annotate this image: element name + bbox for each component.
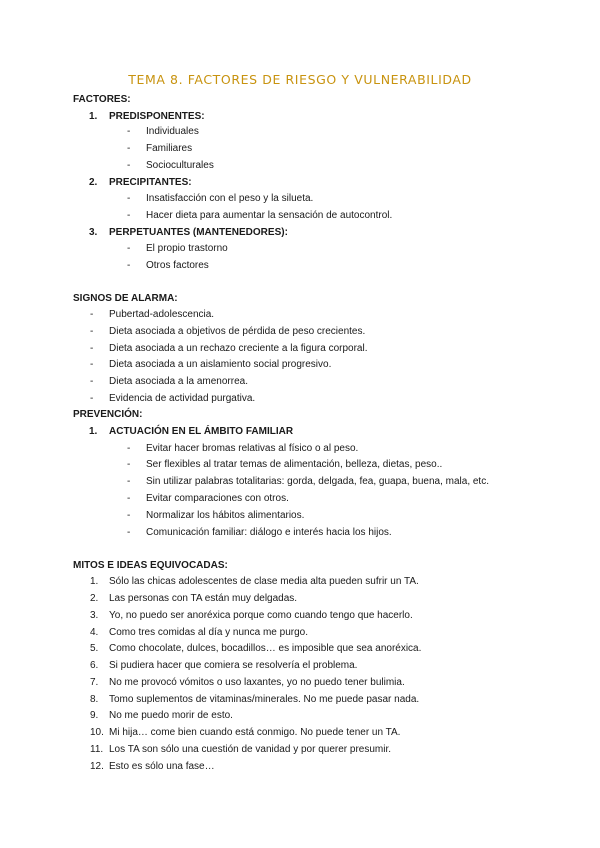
section-heading-prevencion: PREVENCIÓN: xyxy=(73,409,143,420)
list-item: 6. Si pudiera hacer que comiera se resolvería el problema. xyxy=(90,660,358,671)
section-heading-mitos: MITOS E IDEAS EQUIVOCADAS: xyxy=(73,560,228,571)
group-heading-ambito-familiar xyxy=(89,426,293,437)
list-item: 2. Las personas con TA están muy delgadas. xyxy=(90,593,298,604)
list-item: 1. Sólo las chicas adolescentes de clase media alta pueden sufrir un TA. xyxy=(90,576,419,587)
group-heading-perpetuantes xyxy=(89,227,288,238)
list-item: 5. Como chocolate, dulces, bocadillos… es imposible que sea anoréxica. xyxy=(90,643,422,654)
list-item: 8. Tomo suplementos de vitaminas/minerales. No me puede pasar nada. xyxy=(90,694,420,705)
list-item: 10. Mi hija… come bien cuando está conmigo. No puede tener un TA. xyxy=(90,727,401,738)
list-item: 12. Esto es sólo una fase… xyxy=(90,761,215,772)
list-item: 3. Yo, no puedo ser anoréxica porque como cuando tengo que hacerlo. xyxy=(90,610,413,621)
group-label: PERPETUANTES (MANTENEDORES): xyxy=(109,227,288,238)
group-number: 1. xyxy=(89,111,98,122)
group-label: PRECIPITANTES: xyxy=(109,177,192,188)
group-number: 3. xyxy=(89,227,98,238)
group-heading-precipitantes xyxy=(89,177,192,188)
list-item: 9. No me puedo morir de esto. xyxy=(90,710,233,721)
list-item: 11. Los TA son sólo una cuestión de vanidad y por querer presumir. xyxy=(90,744,392,755)
group-number: 2. xyxy=(89,177,98,188)
group-heading-predisponentes xyxy=(89,111,205,122)
group-number: 1. xyxy=(89,426,98,437)
section-heading-signos: SIGNOS DE ALARMA: xyxy=(73,293,178,304)
list-item: 4. Como tres comidas al día y nunca me purgo. xyxy=(90,627,308,638)
group-label: PREDISPONENTES: xyxy=(109,111,205,122)
section-heading-factores: FACTORES: xyxy=(73,94,131,105)
list-item: 7. No me provocó vómitos o uso laxantes, yo no puedo tener bulimia. xyxy=(90,677,405,688)
group-label: ACTUACIÓN EN EL ÁMBITO FAMILIAR xyxy=(109,426,294,437)
page-title: TEMA 8. FACTORES DE RIESGO Y VULNERABILIDAD xyxy=(128,72,472,87)
